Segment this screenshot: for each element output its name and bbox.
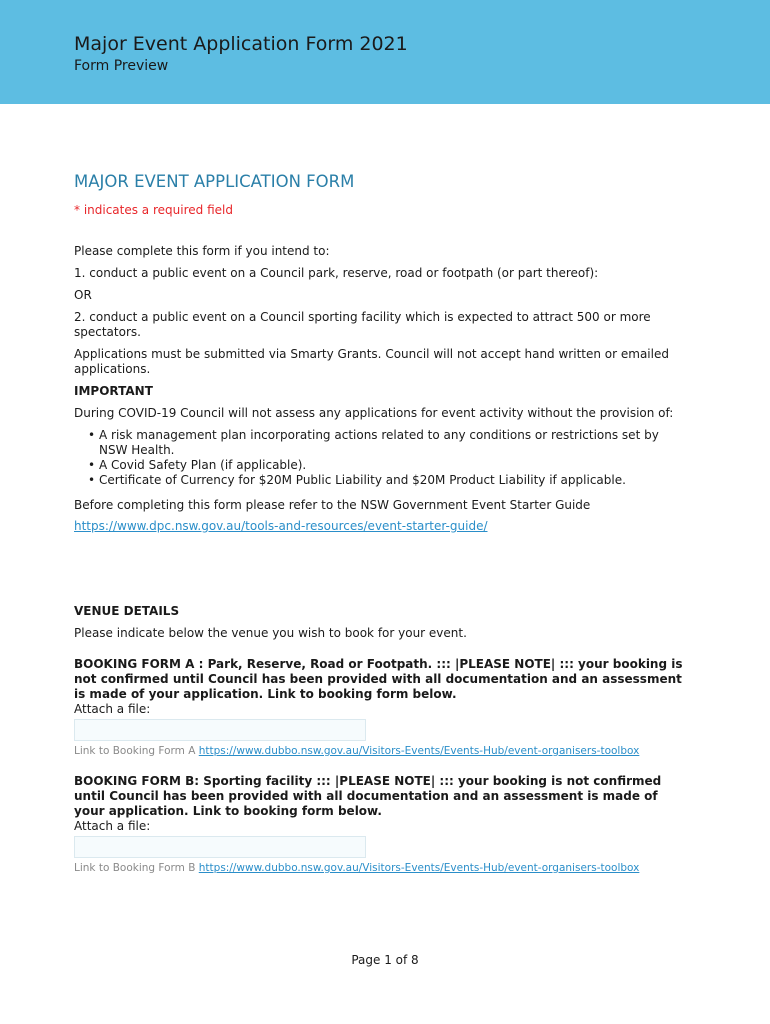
option-2-text: 2. conduct a public event on a Council sporting facility which is expected to attract 500 or more spectators.	[74, 310, 651, 339]
list-item: • A risk management plan incorporating actions related to any conditions or restrictions set by NSW Health.	[88, 428, 684, 458]
intro-text: Please complete this form if you intend to:	[74, 244, 330, 258]
or-text: OR	[74, 288, 92, 302]
attach-file-field-b[interactable]	[74, 836, 366, 858]
form-title: MAJOR EVENT APPLICATION FORM	[74, 172, 355, 191]
venue-instruction: Please indicate below the venue you wish to book for your event.	[74, 626, 467, 640]
booking-form-a-link-line	[74, 745, 684, 758]
important-heading: IMPORTANT	[74, 384, 153, 398]
booking-form-a-title: BOOKING FORM A : Park, Reserve, Road or Footpath. ::: |PLEASE NOTE| ::: your booking is not confirmed until Council has been provided with all documentation and an assessment is made of your application. Link to booking form below.	[74, 657, 683, 701]
attach-file-label-a: Attach a file:	[74, 702, 151, 716]
attach-file-field-a[interactable]	[74, 719, 366, 741]
list-item: • A Covid Safety Plan (if applicable).	[88, 458, 684, 473]
page-header	[0, 0, 770, 104]
event-starter-guide-link[interactable]: https://www.dpc.nsw.gov.au/tools-and-resources/event-starter-guide/	[74, 519, 488, 533]
attach-file-label-b: Attach a file:	[74, 819, 151, 833]
booking-form-b-link[interactable]: https://www.dubbo.nsw.gov.au/Visitors-Events/Events-Hub/event-organisers-toolbox	[198, 862, 640, 874]
guide-note: Before completing this form please refer to the NSW Government Event Starter Guide	[74, 498, 591, 512]
form-content	[74, 171, 684, 875]
covid-note: During COVID-19 Council will not assess any applications for event activity without the provision of:	[74, 406, 674, 420]
page-number: Page 1 of 8	[351, 953, 419, 967]
header-title: Major Event Application Form 2021	[74, 33, 408, 55]
section-spacer	[74, 534, 684, 604]
booking-form-a-link-prefix: Link to Booking Form A	[74, 745, 196, 757]
header-subtitle: Form Preview	[74, 58, 169, 74]
venue-details-heading: VENUE DETAILS	[74, 604, 180, 618]
booking-form-b-link-prefix: Link to Booking Form B	[74, 862, 196, 874]
submission-note: Applications must be submitted via Smarty Grants. Council will not accept hand written or emailed applications.	[74, 347, 669, 376]
required-field-note: * indicates a required field	[74, 203, 233, 217]
booking-form-b-title: BOOKING FORM B: Sporting facility ::: |PLEASE NOTE| ::: your booking is not confirmed until Council has been provided with all documentation and an assessment is made of your application. Link to booking form below.	[74, 774, 662, 818]
booking-form-a-link[interactable]: https://www.dubbo.nsw.gov.au/Visitors-Events/Events-Hub/event-organisers-toolbox	[198, 745, 640, 757]
booking-form-b-link-line	[74, 862, 684, 875]
option-1-text: 1. conduct a public event on a Council park, reserve, road or footpath (or part thereof):	[74, 266, 599, 280]
list-item: • Certificate of Currency for $20M Public Liability and $20M Product Liability if applicable.	[88, 473, 684, 488]
requirements-list	[74, 428, 684, 488]
